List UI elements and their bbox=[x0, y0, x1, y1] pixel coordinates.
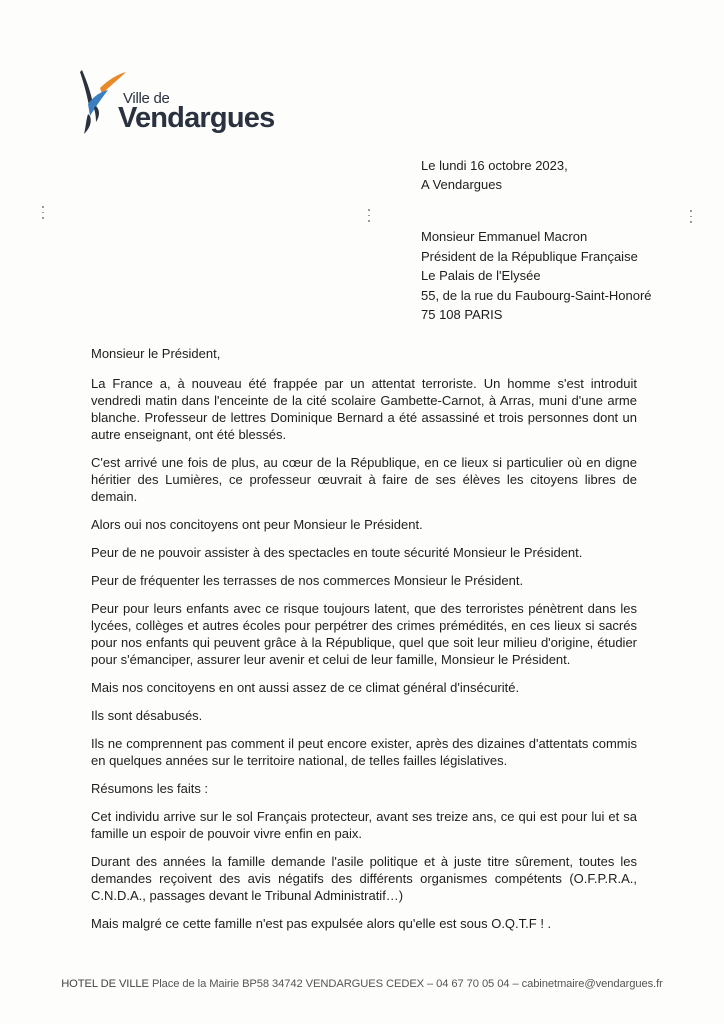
paragraph: Alors oui nos concitoyens ont peur Monsieur le Président. bbox=[91, 517, 423, 532]
scan-mark bbox=[690, 210, 693, 224]
recipient-city: 75 108 PARIS bbox=[421, 307, 503, 322]
paragraph: Mais nos concitoyens en ont aussi assez de ce climat général d'insécurité. bbox=[91, 680, 520, 695]
paragraph: Résumons les faits : bbox=[91, 781, 209, 796]
paragraph: La France a, à nouveau été frappée par un attentat terroriste. Un homme s'est introduit vendredi matin dans l'enceinte de la cité scolaire Gambette-Carnot, à Arras, muni d'une arme blanche. Professeur de lettres Dominique Bernard a été assassiné et trois personnes dont un autre enseignant, ont été blessés. bbox=[91, 376, 637, 442]
paragraph: Ils ne comprennent pas comment il peut encore exister, après des dizaines d'attentats commis en quelques années sur le territoire national, de telles failles législatives. bbox=[91, 736, 637, 768]
letter-body bbox=[91, 345, 637, 943]
footer-address bbox=[0, 978, 724, 990]
logo-line-vendargues: Vendargues bbox=[118, 102, 275, 134]
paragraph: Mais malgré ce cette famille n'est pas expulsée alors qu'elle est sous O.Q.T.F ! . bbox=[91, 916, 552, 931]
footer-contact: Place de la Mairie BP58 34742 VENDARGUES CEDEX – 04 67 70 05 04 – cabinetmaire@vendargues.fr bbox=[151, 978, 663, 990]
recipient-street: 55, de la rue du Faubourg-Saint-Honoré bbox=[421, 287, 652, 303]
date-line: Le lundi 16 octobre 2023, bbox=[421, 158, 568, 173]
paragraph: Cet individu arrive sur le sol Français protecteur, avant ses treize ans, ce qui est pour lui et sa famille un espoir de pouvoir vivre enfin en paix. bbox=[91, 809, 637, 841]
place-line: A Vendargues bbox=[421, 177, 502, 192]
paragraph: Ils sont désabusés. bbox=[91, 708, 203, 723]
paragraph: Durant des années la famille demande l'asile politique et à juste titre sûrement, toutes les demandes reçoivent des avis négatifs des différents organismes compétents (O.F.P.R.A., C.N.D.A., passages devant le Tribunal Administratif…) bbox=[91, 854, 637, 903]
paragraph: Peur pour leurs enfants avec ce risque toujours latent, que des terroristes pénètrent dans les lycées, collèges et autres écoles pour perpétrer des crimes prémédités, en ces lieux si sacrés pour nos enfants qui peuvent grâce à la République, quel que soit leur milieu d'origine, étudier pour s'émanciper, assurer leur avenir et celui de leur famille, Monsieur le Président. bbox=[91, 601, 637, 667]
scan-mark bbox=[368, 209, 371, 223]
paragraph: Peur de ne pouvoir assister à des spectacles en toute sécurité Monsieur le Président. bbox=[91, 545, 583, 560]
city-logo bbox=[78, 66, 278, 140]
recipient-title: Président de la République Française bbox=[421, 248, 638, 264]
paragraph: Peur de fréquenter les terrasses de nos commerces Monsieur le Président. bbox=[91, 573, 524, 588]
salutation: Monsieur le Président, bbox=[91, 346, 221, 361]
recipient-building: Le Palais de l'Elysée bbox=[421, 268, 541, 283]
recipient-address bbox=[421, 227, 652, 325]
scan-mark bbox=[42, 206, 45, 220]
paragraph: C'est arrivé une fois de plus, au cœur de la République, en ce lieux si particulier où en digne héritier des Lumières, ce professeur œuvrait à faire de ses élèves les citoyens libres de demain. bbox=[91, 455, 637, 504]
date-block bbox=[421, 156, 568, 194]
footer-label: HOTEL DE VILLE bbox=[61, 978, 149, 990]
logo-line-ville-de: Ville de bbox=[123, 90, 170, 107]
recipient-name: Monsieur Emmanuel Macron bbox=[421, 229, 588, 244]
